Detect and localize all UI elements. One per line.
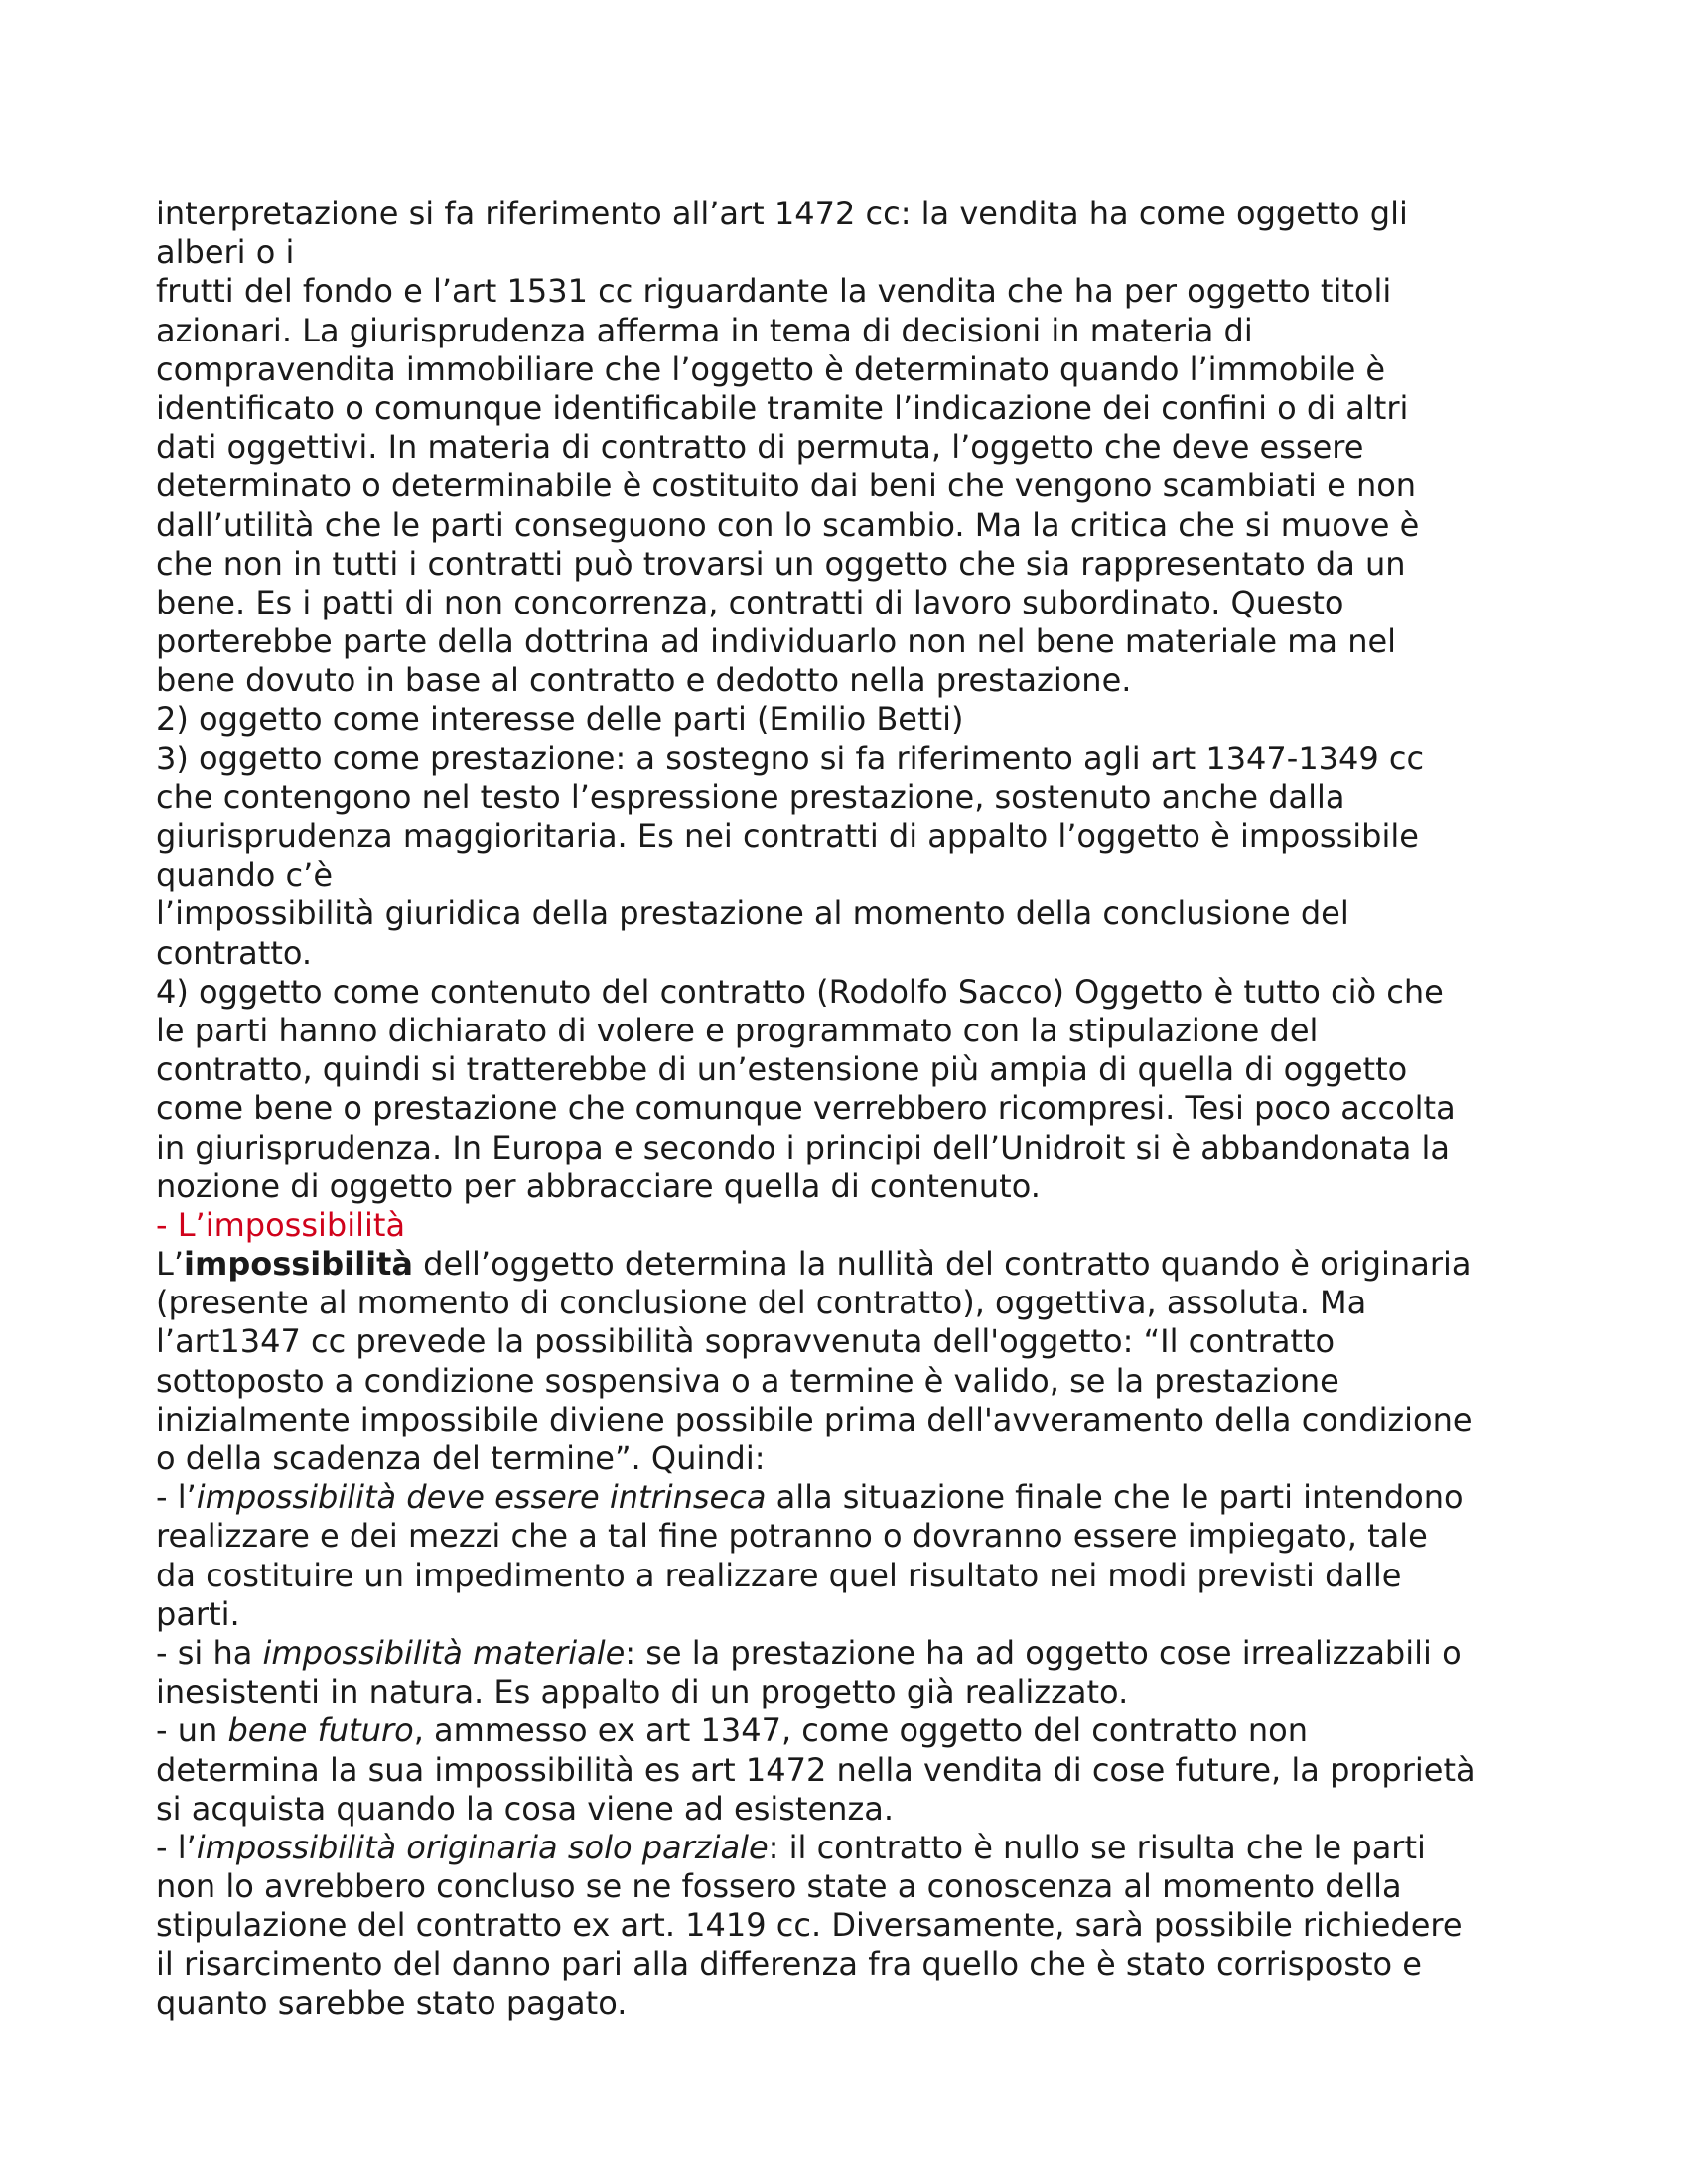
text-line: dati oggettivi. In materia di contratto di permuta, l’oggetto che deve essere	[156, 428, 1364, 467]
bold-term: impossibilità	[184, 1245, 413, 1284]
bullet-rest: : se la prestazione ha ad oggetto cose irrealizzabili o	[625, 1633, 1462, 1672]
text-line: le parti hanno dichiarato di volere e programmato con la stipulazione del	[156, 1011, 1319, 1049]
italic-term: impossibilità deve essere intrinseca	[196, 1478, 767, 1517]
text-line: giurisprudenza maggioritaria. Es nei contratti di appalto l’oggetto è impossibile	[156, 817, 1419, 855]
text-line: identificato o comunque identificabile tramite l’indicazione dei confini o di altri	[156, 388, 1409, 427]
text-line: bene dovuto in base al contratto e dedotto nella prestazione.	[156, 661, 1132, 700]
text-line: bene. Es i patti di non concorrenza, contratti di lavoro subordinato. Questo	[156, 583, 1344, 621]
text-line: azionari. La giurisprudenza afferma in tema di decisioni in materia di	[156, 311, 1253, 349]
text-line: inizialmente impossibile diviene possibile prima dell'avveramento della condizione	[156, 1400, 1473, 1438]
text-line: dall’utilità che le parti conseguono con lo scambio. Ma la critica che si muove è	[156, 505, 1420, 544]
text-line: il risarcimento del danno pari alla differenza fra quello che è stato corrisposto e	[156, 1945, 1422, 1983]
text-line: che contengono nel testo l’espressione prestazione, sostenuto anche dalla	[156, 777, 1345, 816]
text-line: l’art1347 cc prevede la possibilità sopravvenuta dell'oggetto: “Il contratto	[156, 1322, 1336, 1361]
bullet-rest: , ammesso ex art 1347, come oggetto del contratto non	[413, 1711, 1309, 1750]
italic-term: impossibilità originaria solo parziale	[196, 1828, 769, 1866]
text-line: l’impossibilità giuridica della prestazione al momento della conclusione del	[156, 894, 1349, 933]
text-line: quanto sarebbe stato pagato.	[156, 1983, 628, 2022]
bullet-line	[156, 1711, 1546, 1750]
text-line: nozione di oggetto per abbracciare quella di contenuto.	[156, 1166, 1041, 1205]
text-line: frutti del fondo e l’art 1531 cc riguardante la vendita che ha per oggetto titoli	[156, 272, 1392, 311]
text-line: come bene o prestazione che comunque verrebbero ricompresi. Tesi poco accolta	[156, 1089, 1456, 1128]
text-line: 3) oggetto come prestazione: a sostegno si fa riferimento agli art 1347-1349 cc	[156, 739, 1425, 777]
bullet-rest: : il contratto è nullo se risulta che le parti	[768, 1828, 1426, 1866]
bullet-line	[156, 1478, 1546, 1517]
italic-term: impossibilità materiale	[262, 1633, 626, 1672]
text-line: interpretazione si fa riferimento all’art 1472 cc: la vendita ha come oggetto gli	[156, 195, 1408, 232]
text-line: in giurisprudenza. In Europa e secondo i principi dell’Unidroit si è abbandonata la	[156, 1128, 1450, 1166]
text-line: parti.	[156, 1594, 240, 1633]
italic-term: bene futuro	[227, 1711, 414, 1750]
text-line: quando c’è	[156, 856, 333, 894]
line-rest: dell’oggetto determina la nullità del contratto quando è originaria	[412, 1245, 1472, 1284]
bullet-prefix: - si ha	[156, 1633, 263, 1672]
document-body	[156, 195, 1546, 2023]
line-prefix: L’	[156, 1245, 184, 1284]
text-line: contratto, quindi si tratterebbe di un’estensione più ampia di quella di oggetto	[156, 1050, 1408, 1089]
bullet-prefix: - un	[156, 1711, 228, 1750]
text-line: stipulazione del contratto ex art. 1419 cc. Diversamente, sarà possibile richiedere	[156, 1906, 1463, 1945]
text-line: 4) oggetto come contenuto del contratto (Rodolfo Sacco) Oggetto è tutto ciò che	[156, 972, 1444, 1011]
text-line: o della scadenza del termine”. Quindi:	[156, 1439, 766, 1477]
bullet-rest: alla situazione finale che le parti intendono	[766, 1478, 1464, 1517]
section-heading: - L’impossibilità	[156, 1205, 406, 1244]
text-line: da costituire un impedimento a realizzare quel risultato nei modi previsti dalle	[156, 1556, 1402, 1594]
text-line: che non in tutti i contratti può trovarsi un oggetto che sia rappresentato da un	[156, 544, 1406, 583]
text-line: inesistenti in natura. Es appalto di un progetto già realizzato.	[156, 1673, 1129, 1711]
text-line: si acquista quando la cosa viene ad esistenza.	[156, 1789, 895, 1828]
text-line: alberi o i	[156, 233, 295, 272]
text-line: determina la sua impossibilità es art 1472 nella vendita di cose future, la proprietà	[156, 1750, 1476, 1789]
bullet-line	[156, 1829, 1546, 1867]
text-line: porterebbe parte della dottrina ad individuarlo non nel bene materiale ma nel	[156, 622, 1397, 661]
text-line: non lo avrebbero concluso se ne fossero state a conoscenza al momento della	[156, 1867, 1402, 1906]
bullet-line	[156, 1634, 1546, 1673]
bullet-prefix: - l’	[156, 1828, 197, 1866]
bullet-prefix: - l’	[156, 1478, 197, 1517]
text-line-impossibilita	[156, 1245, 1546, 1284]
text-line: 2) oggetto come interesse delle parti (Emilio Betti)	[156, 700, 964, 739]
text-line: compravendita immobiliare che l’oggetto è determinato quando l’immobile è	[156, 349, 1386, 388]
text-line: realizzare e dei mezzi che a tal fine potranno o dovranno essere impiegato, tale	[156, 1517, 1428, 1556]
text-line: contratto.	[156, 933, 313, 972]
text-line: determinato o determinabile è costituito dai beni che vengono scambiati e non	[156, 467, 1417, 505]
text-line: sottoposto a condizione sospensiva o a termine è valido, se la prestazione	[156, 1361, 1339, 1400]
text-line: (presente al momento di conclusione del contratto), oggettiva, assoluta. Ma	[156, 1284, 1367, 1322]
